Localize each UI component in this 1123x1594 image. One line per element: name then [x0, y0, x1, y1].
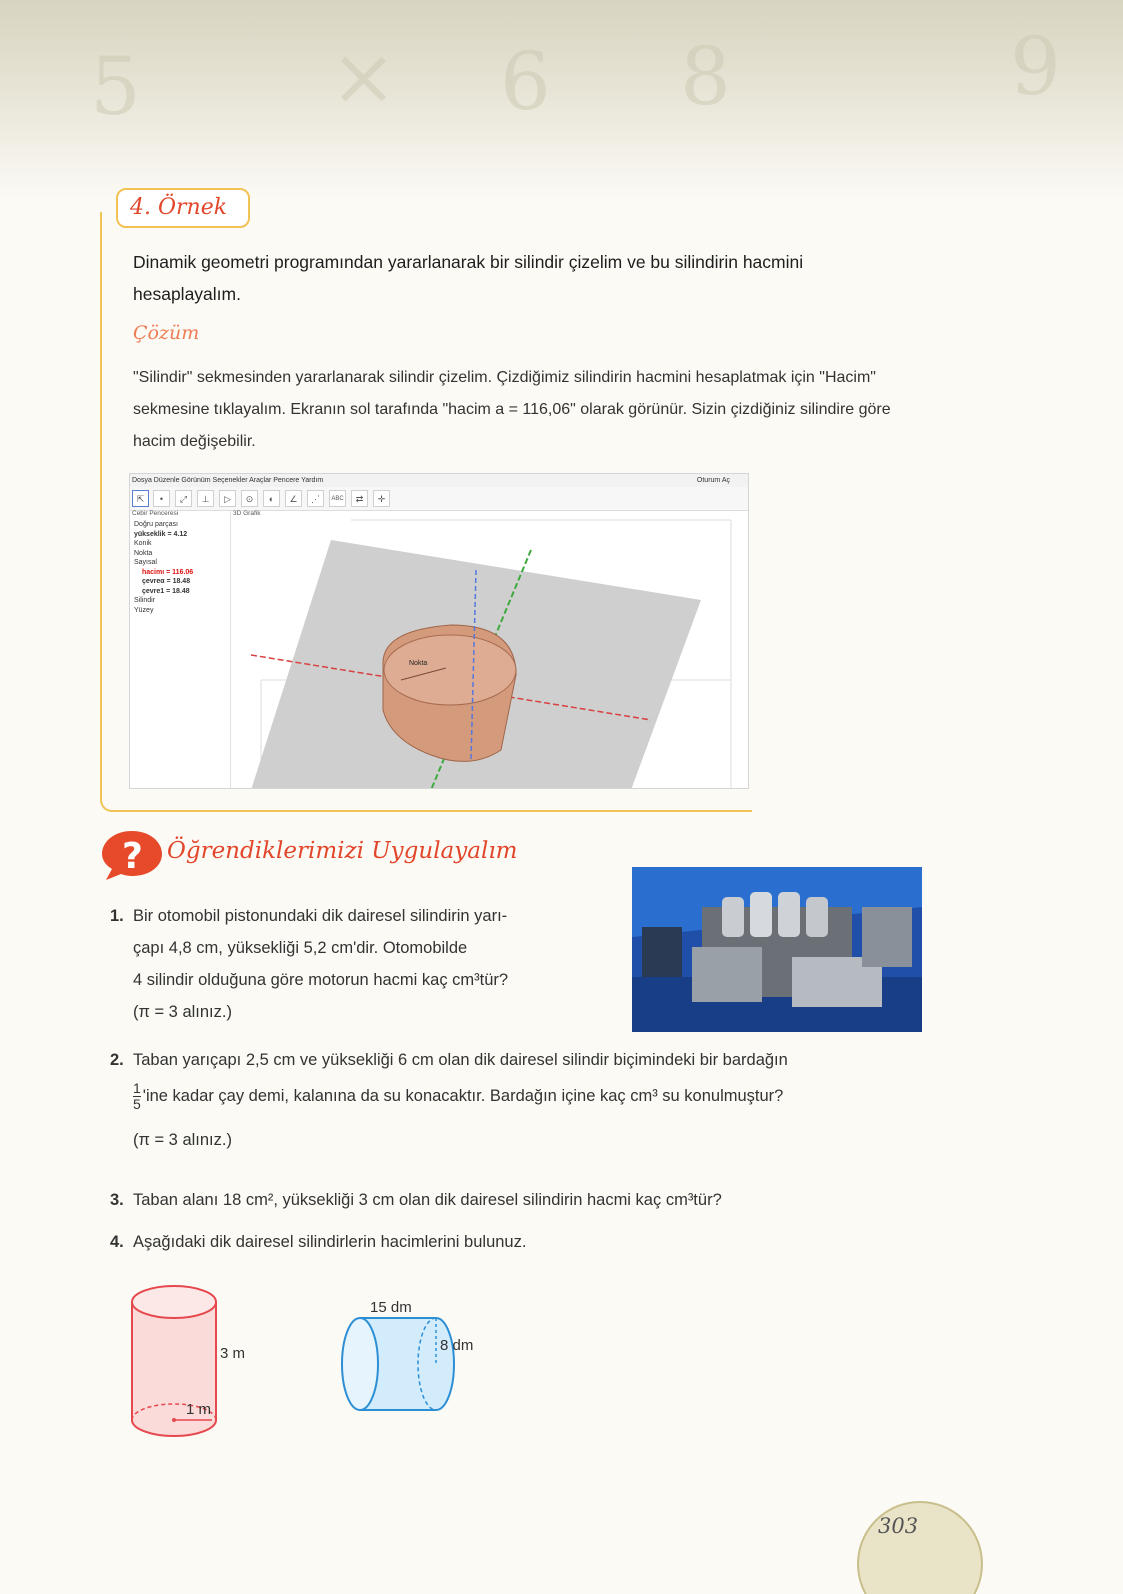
- example-tag: 4. Örnek: [116, 188, 250, 228]
- q2-line2: 'ine kadar çay demi, kalanına da su konacaktır. Bardağın içine kaç cm³ su konulmuştur?: [142, 1087, 784, 1105]
- algebra-panel: [130, 510, 231, 789]
- fraction-numerator: 1: [133, 1080, 141, 1097]
- move-tool-icon: ⇱: [132, 490, 149, 507]
- circle-tool-icon: ⊙: [241, 490, 258, 507]
- geogebra-menu-text: Dosya Düzenle Görünüm Seçenekler Araçlar Pencere Yardım: [132, 477, 324, 484]
- algebra-item: Sayısal: [134, 559, 157, 566]
- algebra-item: Nokta: [134, 549, 153, 557]
- cyl1-radius-label: 1 m: [186, 1401, 212, 1418]
- geogebra-menu-bar: [130, 474, 749, 487]
- q2-line1: Taban yarıçapı 2,5 cm ve yüksekliği 6 cm olan dik dairesel silindir biçimindeki bir bardağın: [133, 1051, 788, 1069]
- cyl2-length-label: 15 dm: [370, 1300, 412, 1316]
- solution-text: "Silindir" sekmesinden yararlanarak silindir çizelim. Çizdiğimiz silindirin hacmini hesaplatmak için "Hacim" sekmesine tıklayalım. Ekranın sol tarafında "hacim a = 116,06" olarak görünür. Sizin çizdiğiniz silindire göre hacim değişebilir.: [133, 369, 891, 450]
- geogebra-toolbar: [130, 487, 749, 511]
- decorative-digit: 5: [90, 40, 141, 133]
- decorative-digit: 9: [1010, 20, 1061, 113]
- point-tool-icon: •: [153, 490, 170, 507]
- decorative-symbol: ×: [330, 30, 398, 123]
- svg-text:?: ?: [122, 836, 143, 877]
- line-tool-icon: ⤢: [175, 490, 192, 507]
- cylinder-horizontal-figure: [330, 1300, 530, 1440]
- rotate-view-tool-icon: ⇄: [351, 490, 368, 507]
- algebra-list: [134, 520, 193, 615]
- q4-number: 4.: [110, 1233, 124, 1251]
- fraction-one-fifth: [133, 1081, 141, 1112]
- algebra-item: yükseklik = 4.12: [134, 530, 188, 538]
- algebra-item: Doğru parçası: [134, 521, 178, 528]
- example-title: Dinamik geometri programından yararlanarak bir silindir çizelim ve bu silindirin hacmini hesaplayalım.: [133, 252, 804, 304]
- angle-tool-icon: ∠: [285, 490, 302, 507]
- q4-text: Aşağıdaki dik dairesel silindirlerin hacimlerini bulunuz.: [133, 1233, 527, 1251]
- algebra-item: Konik: [134, 540, 152, 547]
- question-bubble-icon: [100, 828, 164, 885]
- cylinder-vertical-figure: [120, 1280, 270, 1460]
- decorative-digit: 6: [500, 35, 551, 128]
- q2-line2-wrap: [133, 1080, 783, 1112]
- algebra-item: çevre1 = 18.48: [142, 587, 190, 595]
- q1-line2: çapı 4,8 cm, yüksekliği 5,2 cm'dir. Otomobilde: [133, 939, 468, 957]
- q1-line1: Bir otomobil pistonundaki dik dairesel silindirin yarı-: [133, 907, 508, 925]
- cyl1-height-label: 3 m: [220, 1345, 246, 1362]
- q2-line3: (π = 3 alınız.): [133, 1131, 232, 1149]
- page-number: 303: [878, 1514, 919, 1538]
- polygon-tool-icon: ▷: [219, 490, 236, 507]
- q3-text: Taban alanı 18 cm², yüksekliği 3 cm olan dik dairesel silindirin hacmi kaç cm³tür?: [133, 1191, 722, 1209]
- fraction-denominator: 5: [133, 1096, 141, 1113]
- text-tool-icon: ABC: [329, 490, 346, 507]
- graphics-view-header: 3D Grafik: [233, 510, 261, 517]
- page-header-background: [0, 0, 1123, 200]
- engine-photo: [632, 867, 922, 1032]
- cyl2-diameter-label: 8 dm: [440, 1337, 474, 1354]
- 3d-scene: [231, 510, 749, 789]
- decorative-digit: 8: [680, 30, 731, 123]
- perpendicular-tool-icon: ⊥: [197, 490, 214, 507]
- pan-tool-icon: ✛: [373, 490, 390, 507]
- algebra-item: çevreα = 18.48: [142, 578, 191, 585]
- algebra-item-volume: hacimı = 116.06: [142, 568, 194, 576]
- page-number-badge: [850, 1494, 990, 1594]
- q3-number: 3.: [110, 1191, 124, 1209]
- algebra-item: Silindir: [134, 597, 156, 604]
- graphics-3d-view: [231, 510, 749, 789]
- q1-number: 1.: [110, 907, 124, 925]
- practice-title: Öğrendiklerimizi Uygulayalım: [167, 838, 518, 864]
- algebra-panel-header: Cebir Penceresi: [132, 510, 179, 517]
- reflect-tool-icon: ⋰: [307, 490, 324, 507]
- point-label: Nokta: [409, 660, 428, 667]
- q1-line3: 4 silindir olduğuna göre motorun hacmi kaç cm³tür?: [133, 971, 509, 989]
- q2-number: 2.: [110, 1051, 124, 1069]
- geogebra-screenshot: [129, 473, 749, 789]
- q1-line4: (π = 3 alınız.): [133, 1003, 232, 1021]
- algebra-item: Yüzey: [134, 606, 154, 614]
- solution-heading: Çözüm: [133, 322, 200, 344]
- sphere-tool-icon: ◐: [263, 490, 280, 507]
- geogebra-login: Oturum Aç: [696, 477, 730, 484]
